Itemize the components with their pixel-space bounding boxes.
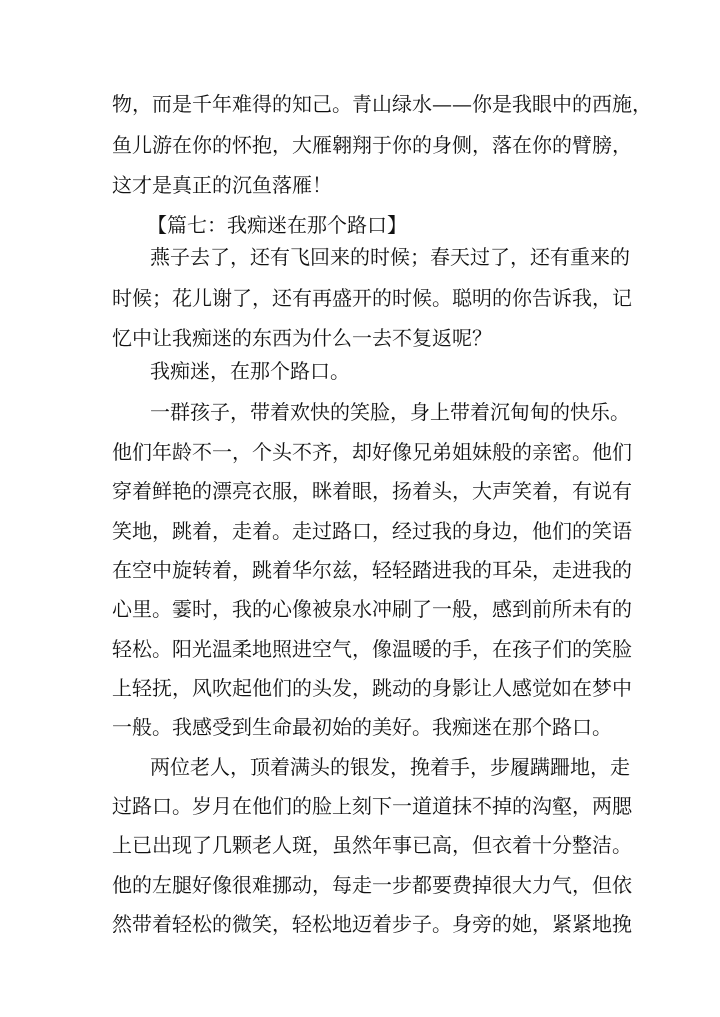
text-line: 两位老人，顶着满头的银发，挽着手，步履蹒跚地，走 — [150, 755, 630, 779]
text-line: 然带着轻松的微笑，轻松地迈着步子。身旁的她，紧紧地挽 — [112, 912, 632, 936]
text-line: 一般。我感受到生命最初始的美好。我痴迷在那个路口。 — [112, 715, 612, 739]
text-line: 心里。霎时，我的心像被泉水冲刷了一般，感到前所未有的 — [112, 597, 632, 621]
text-line: 笑地，跳着，走着。走过路口，经过我的身边，他们的笑语 — [112, 519, 632, 543]
text-line: 轻松。阳光温柔地照进空气，像温暖的手，在孩子们的笑脸 — [112, 637, 632, 661]
text-line: 在空中旋转着，跳着华尔兹，轻轻踏进我的耳朵，走进我的 — [112, 558, 632, 582]
text-line: 物，而是千年难得的知己。青山绿水——你是我眼中的西施， — [112, 92, 652, 116]
text-line: 上轻抚，风吹起他们的头发，跳动的身影让人感觉如在梦中 — [112, 676, 632, 700]
text-line: 他们年龄不一，个头不齐，却好像兄弟姐妹般的亲密。他们 — [112, 440, 632, 464]
section-heading: 【篇七：我痴迷在那个路口】 — [147, 213, 407, 237]
text-line: 他的左腿好像很难挪动，每走一步都要费掉很大力气，但依 — [112, 873, 632, 897]
text-line: 时候；花儿谢了，还有再盛开的时候。聪明的你告诉我，记 — [112, 286, 632, 310]
text-line: 这才是真正的沉鱼落雁！ — [112, 173, 332, 197]
text-line: 上已出现了几颗老人斑，虽然年事已高，但衣着十分整洁。 — [112, 833, 632, 857]
text-line: 我痴迷，在那个路口。 — [150, 359, 350, 383]
text-line: 过路口。岁月在他们的脸上刻下一道道抹不掉的沟壑，两腮 — [112, 794, 632, 818]
text-line: 忆中让我痴迷的东西为什么一去不复返呢？ — [112, 326, 492, 350]
text-line: 燕子去了，还有飞回来的时候；春天过了，还有重来的 — [150, 245, 630, 269]
text-line: 穿着鲜艳的漂亮衣服，眯着眼，扬着头，大声笑着，有说有 — [112, 479, 632, 503]
text-line: 鱼儿游在你的怀抱，大雁翱翔于你的身侧，落在你的臂膀， — [112, 133, 632, 157]
text-line: 一群孩子，带着欢快的笑脸，身上带着沉甸甸的快乐。 — [150, 400, 630, 424]
